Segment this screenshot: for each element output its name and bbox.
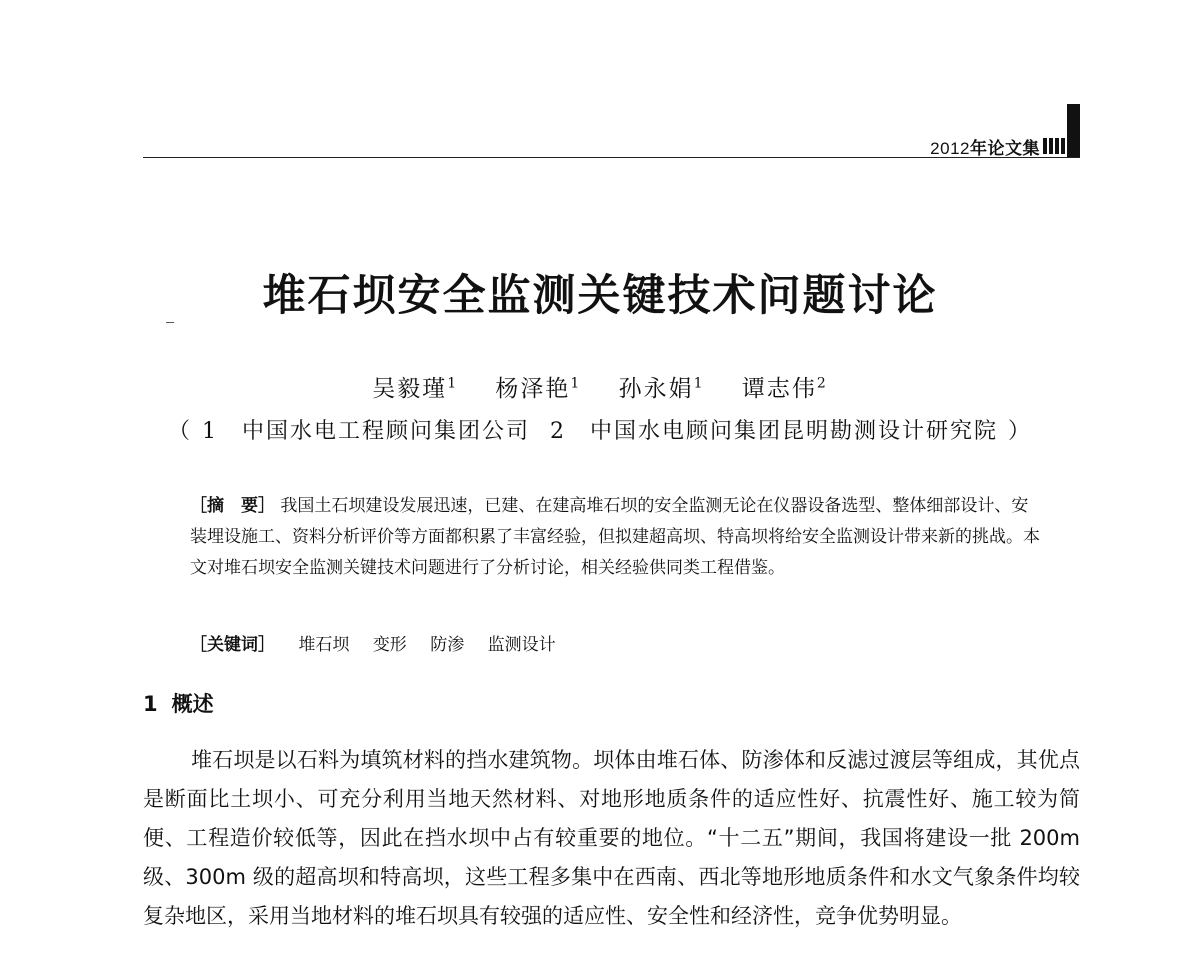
keyword: 变形 — [372, 635, 407, 655]
author — [742, 376, 828, 402]
running-header — [930, 134, 1040, 159]
section-heading — [143, 688, 214, 718]
author-name: 孙永娟 — [618, 376, 694, 402]
header-mark-dots — [1043, 138, 1065, 154]
author-affil-mark: 1 — [570, 375, 582, 392]
keywords-label: ［关键词］ — [190, 635, 275, 655]
keyword: 防渗 — [430, 635, 465, 655]
paper-title: 堆石坝安全监测关键技术问题讨论 — [262, 271, 938, 321]
author-name: 谭志伟 — [741, 376, 817, 402]
abstract-label: ［摘 要］ — [190, 496, 275, 516]
affil-number: 1 — [201, 419, 218, 444]
keywords — [190, 630, 556, 661]
affil-name: 中国水电工程顾问集团公司 — [241, 419, 530, 444]
section-number: 1 — [143, 692, 158, 716]
abstract-text: 我国土石坝建设发展迅速，已建、在建高堆石坝的安全监测无论在仪器设备选型、整体细部设计、安装埋设施工、资料分析评价等方面都积累了丰富经验，但拟建超高坝、特高坝将给安全监测设计带来新的挑战。本文对堆石坝安全监测关键技术问题进行了分析讨论，相关经验供同类工程借鉴。 — [190, 496, 1040, 578]
affiliation — [550, 419, 998, 444]
section-title: 概述 — [171, 692, 214, 716]
affil-open-paren: （ — [167, 419, 192, 444]
author — [372, 376, 458, 402]
header-collection: 年论文集 — [970, 139, 1040, 159]
author-affil-mark: 2 — [816, 375, 828, 392]
author-name: 杨泽艳 — [495, 376, 571, 402]
header-rule — [143, 157, 1080, 158]
author-affil-mark: 1 — [447, 375, 459, 392]
author — [619, 376, 705, 402]
abstract — [190, 491, 1045, 584]
affil-close-paren: ） — [1008, 419, 1033, 444]
affiliations — [0, 414, 1200, 445]
author-name: 吴毅瑾 — [372, 376, 448, 402]
keyword: 堆石坝 — [298, 635, 350, 655]
author-affil-mark: 1 — [693, 375, 705, 392]
affil-number: 2 — [550, 419, 566, 444]
affiliation — [202, 419, 530, 444]
affil-name: 中国水电顾问集团昆明勘测设计研究院 — [590, 419, 999, 444]
header-mark-bar — [1067, 104, 1080, 158]
header-year: 2012 — [930, 139, 970, 158]
author — [495, 376, 581, 402]
body-paragraph: 堆石坝是以石料为填筑材料的挡水建筑物。坝体由堆石体、防渗体和反滤过渡层等组成，其优点是断面比土坝小、可充分利用当地天然材料、对地形地质条件的适应性好、抗震性好、施工较为简便、工程造价较低等，因此在挡水坝中占有较重要的地位。“十二五”期间，我国将建设一批 200m 级、300m 级的超高坝和特高坝，这些工程多集中在西南、西北等地形地质条件和水文气象条件均较复杂地区，采用当地材料的堆石坝具有较强的适应性、安全性和经济性，竞争优势明显。 — [143, 748, 1080, 928]
keyword: 监测设计 — [487, 635, 556, 655]
author-list — [0, 370, 1200, 403]
